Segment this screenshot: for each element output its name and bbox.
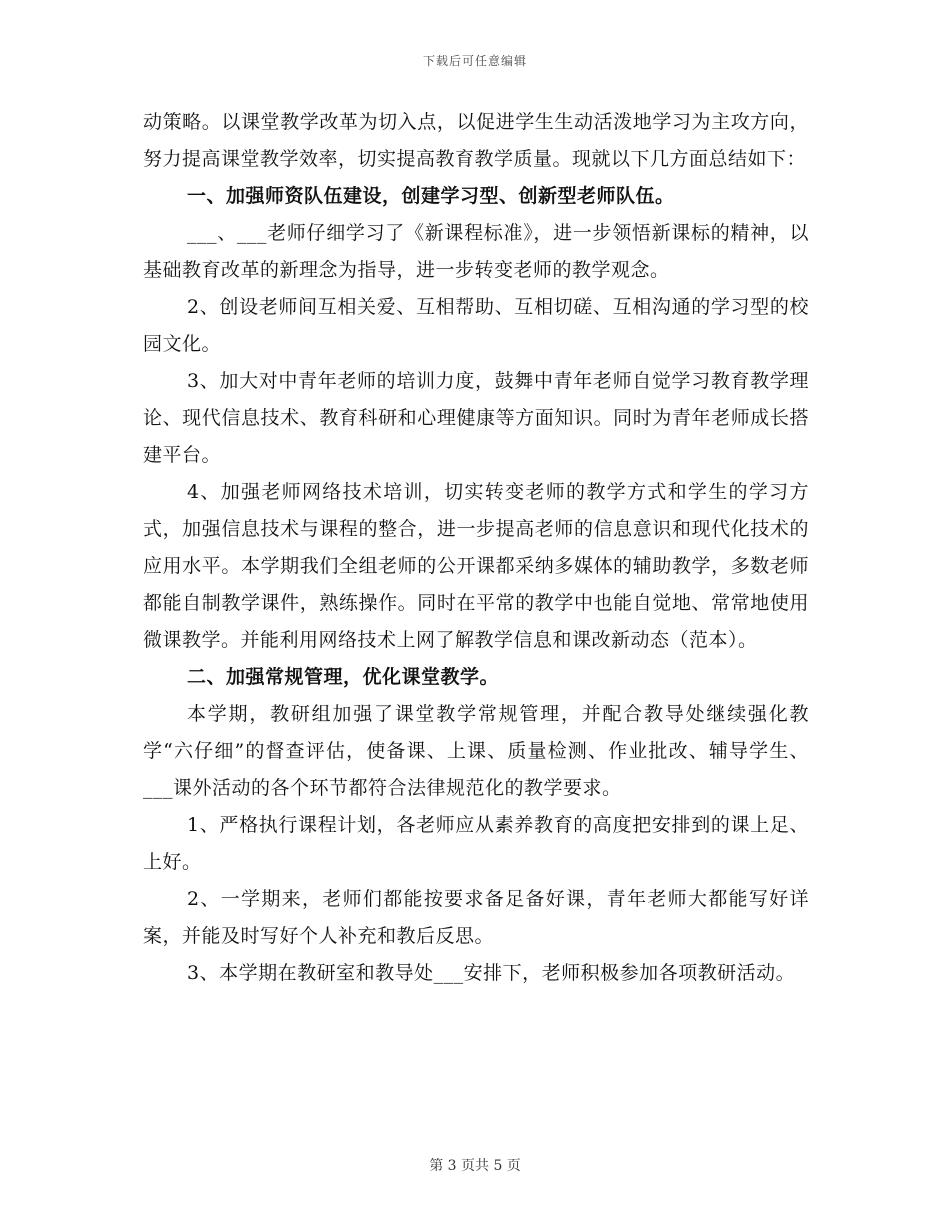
paragraph-item-2: 2、创设老师间互相关爱、互相帮助、互相切磋、互相沟通的学习型的校园文化。 — [143, 296, 809, 355]
paragraph-continuation: 动策略。以课堂教学改革为切入点，以促进学生生动活泼地学习为主攻方向，努力提高课堂教学效率，切实提高教育教学质量。现就以下几方面总结如下： — [143, 111, 809, 170]
page-header: 下载后可任意编辑 — [422, 54, 527, 68]
paragraph-item-4: 4、加强老师网络技术培训，切实转变老师的教学方式和学生的学习方式，加强信息技术与课程的整合，进一步提高老师的信息意识和现代化技术的应用水平。本学期我们全组老师的公开课都采纳多媒体的辅助教学，多数老师都能自制教学课件，熟练操作。同时在平常的教学中也能自觉地、常常地使用微课教学。并能利用网络技术上网了解教学信息和课改新动态（范本）。 — [143, 481, 809, 651]
document-body — [143, 104, 809, 992]
page-footer: 第 3 页共 5 页 — [429, 1158, 521, 1174]
section-heading-2: 二、加强常规管理，优化课堂教学。 — [187, 666, 500, 688]
paragraph-item-1b: 1、严格执行课程计划，各老师应从素养教育的高度把安排到的课上足、上好。 — [143, 814, 809, 873]
paragraph-item-2b: 2、一学期来，老师们都能按要求备足备好课，青年老师大都能写好详案，并能及时写好个人补充和教后反思。 — [143, 888, 809, 947]
paragraph-item-1: ___、___老师仔细学习了《新课程标准》，进一步领悟新课标的精神，以基础教育改革的新理念为指导，进一步转变老师的教学观念。 — [143, 222, 809, 281]
paragraph-item-3b: 3、本学期在教研室和教导处___安排下，老师积极参加各项教研活动。 — [187, 962, 796, 984]
section-heading-1: 一、加强师资队伍建设，创建学习型、创新型老师队伍。 — [187, 185, 675, 207]
paragraph-item-3: 3、加大对中青年老师的培训力度，鼓舞中青年老师自觉学习教育教学理论、现代信息技术、教育科研和心理健康等方面知识。同时为青年老师成长搭建平台。 — [143, 370, 809, 466]
paragraph-intro: 本学期，教研组加强了课堂教学常规管理，并配合教导处继续强化教学“六仔细”的督查评估，使备课、上课、质量检测、作业批改、辅导学生、___课外活动的各个环节都符合法律规范化的教学要求。 — [143, 703, 809, 799]
